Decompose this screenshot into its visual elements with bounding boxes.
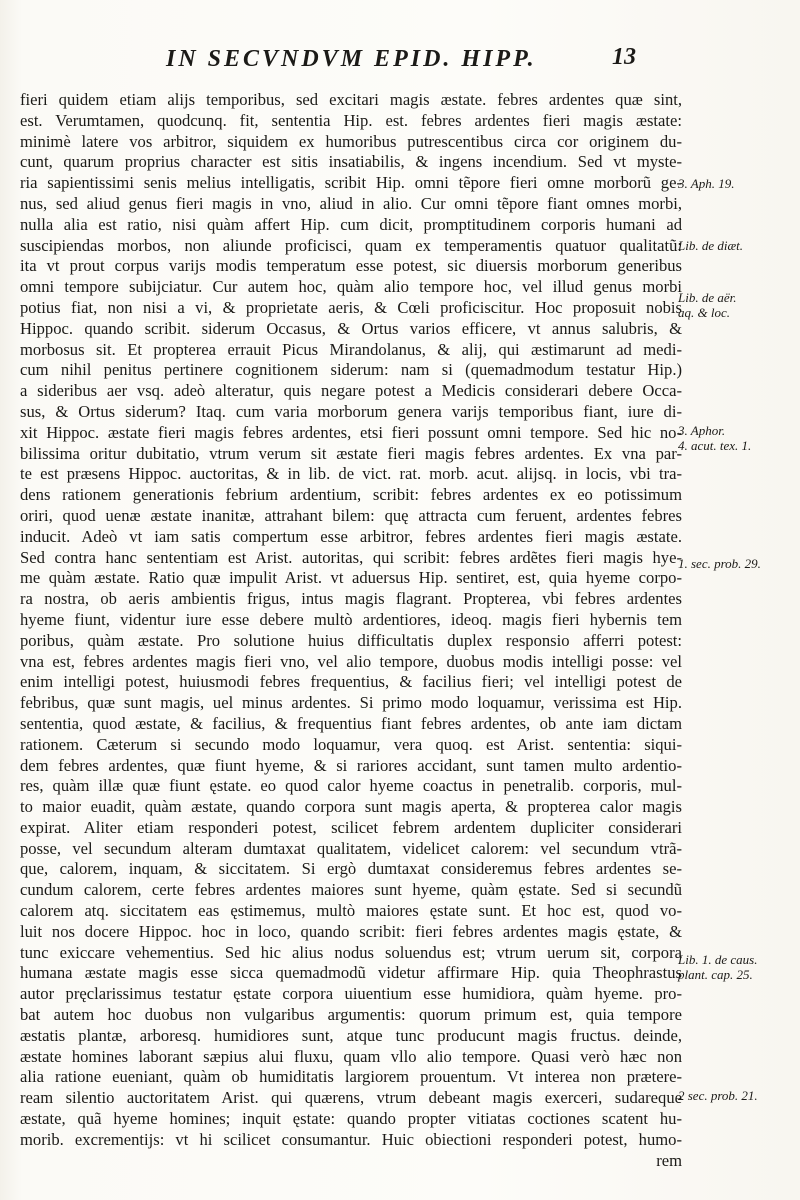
- text-line: dens rationem generationis febrium ardentium, scribit: febres ardentes ex eo potissimum: [20, 485, 682, 505]
- margin-note-text: 3. Aphor.: [678, 423, 726, 438]
- text-line: enim intelligi potest, huiusmodi febres frequentius, & facilius fieri; vel intelligi potest de: [20, 672, 682, 692]
- text-line: suscipiendas morbos, non aliunde proficisci, quam ex temperamentis quatuor qualitatũ:: [20, 235, 682, 255]
- margin-note-text: plant. cap. 25.: [678, 967, 753, 982]
- text-line: cunt, quarum proprius character est sitis insatiabilis, & ingens incendium. Sed vt myste-: [20, 152, 682, 172]
- text-line: a sideribus aer vsq. adeò alteratur, quis negare potest a Medicis considerari debere Occa-: [20, 381, 682, 401]
- text-line: æstate homines laborant sæpius alui fluxu, quam vllo alio tempore. Quasi verò hæc non: [20, 1046, 682, 1066]
- margin-note: [678, 238, 743, 253]
- text-line: oriri, quod uenæ æstate inanitæ, attrahant bilem: quę attracta cum feruent, ardentes febres: [20, 505, 682, 525]
- text-line: hyeme fiunt, videntur iure esse debere multò ardentiores, ideoq. magis fieri hybernis tem: [20, 609, 682, 629]
- margin-note-text: Lib. de aër.: [678, 290, 737, 305]
- text-line: cum nihil penitus pertinere cognitionem siderum: nam si (quemadmodum testatur Hip.): [20, 360, 682, 380]
- text-line: alia ratione eueniant, quàm ob humiditatis largiorem prouentum. Vt interea non prætere-: [20, 1067, 682, 1087]
- text-line: poribus, quàm æstate. Pro solutione huius difficultatis duplex responsio afferri potest:: [20, 630, 682, 650]
- catchword: rem: [656, 1150, 682, 1170]
- text-line: sententia, quod æstate, & facilius, & frequentius fiant febres ardentes, ob ante iam dictam: [20, 713, 682, 733]
- text-line: calorem atq. siccitatem eas ęstimemus, multò maiores ęstate sunt. Et hoc est, quod vo-: [20, 901, 682, 921]
- text-line: minimè latere vos arbitror, siquidem ex humoribus putrescentibus circa cor originem du-: [20, 131, 682, 151]
- text-line: fieri quidem etiam alijs temporibus, sed excitari magis æstate. febres ardentes quæ sint,: [20, 90, 682, 109]
- text-line: inducit. Adeò vt iam satis compertum esse arbitror, febres ardentes fieri magis æstate.: [20, 526, 682, 546]
- text-line: expirat. Aliter etiam responderi potest, scilicet febrem ardentem dupliciter considerari: [20, 817, 682, 837]
- margin-note: [678, 556, 761, 571]
- text-line: bilissima oritur dubitatio, vtrum verum sit æstate fieri magis febres ardentes. Ex vna par-: [20, 443, 682, 463]
- margin-notes: [678, 0, 798, 1200]
- body-text: [20, 90, 682, 1171]
- margin-note-text: 4. acut. tex. 1.: [678, 438, 752, 453]
- text-line: Hippoc. quando scribit. siderum Occasus, & Ortus varios efficere, vt annus salubris, &: [20, 318, 682, 338]
- margin-note: [678, 952, 757, 982]
- text-line: res, quàm illæ quæ fiunt ęstate. eo quod calor hyeme coactus in penetralib. corporis, mul-: [20, 776, 682, 796]
- text-line: to maior euadit, quàm æstate, quando corpora sunt magis aperta, & propterea calor magis: [20, 797, 682, 817]
- text-line: febribus, quæ sunt magis, uel minus ardentes. Si primo modo loquamur, verissima est Hip.: [20, 693, 682, 713]
- margin-note: [678, 290, 737, 320]
- text-line: morib. excrementijs: vt hi scilicet consumantur. Huic obiectioni responderi potest, humo-: [20, 1129, 682, 1149]
- text-line: xit Hippoc. æstate fieri magis febres ardentes, etsi fieri possunt omni tempore. Sed hic no-: [20, 422, 682, 442]
- text-line: nulla alia est ratio, nisi quàm affert Hip. cum dicit, promptitudinem corporis humani ad: [20, 214, 682, 234]
- margin-note-text: 2 sec. prob. 21.: [678, 1088, 758, 1103]
- margin-note: [678, 1088, 758, 1103]
- text-line: Sed contra hanc sententiam est Arist. autoritas, qui scribit: febres ardẽtes fieri magis hye-: [20, 547, 682, 567]
- text-line: luit nos docere Hippoc. hoc in loco, quando scribit: fieri febres ardentes magis ęstate, &: [20, 921, 682, 941]
- text-line: humana æstate magis esse sicca quemadmodũ videtur affirmare Hip. quia Theophrastus: [20, 963, 682, 983]
- text-line: potius fiat, non nisi a vi, & proprietate aeris, & Cœli proficiscitur. Hoc proposuit nobis: [20, 297, 682, 317]
- text-line: morbosus sit. Et propterea errauit Picus Mirandolanus, & alij, qui æstimarunt ad medi-: [20, 339, 682, 359]
- margin-note-text: Lib. de diæt.: [678, 238, 744, 253]
- text-line: me quàm æstate. Ratio quæ impulit Arist. vt aduersus Hip. sentiret, est, quia hyeme corpo-: [20, 568, 682, 588]
- page-number: 13: [612, 44, 636, 70]
- text-line: est. Verumtamen, quodcunq. fit, sententia Hip. est. febres ardentes fieri magis æstate:: [20, 110, 682, 130]
- text-line: rationem. Cæterum si secundo modo loquamur, vera quoq. est Arist. sententia: siqui-: [20, 734, 682, 754]
- margin-note-text: aq. & loc.: [678, 305, 730, 320]
- text-line: ream silentio auctoritatem Arist. qui quærens, vtrum debeant magis exerceri, sudareque: [20, 1088, 682, 1108]
- margin-note: [678, 176, 734, 191]
- text-line: nus, sed aliud genus fieri magis in vno, aliud in alio. Cur omni tẽpore fiant omnes morbi,: [20, 193, 682, 213]
- margin-note: [678, 423, 751, 453]
- text-line: ria sapientissimi senis melius intelligatis, scribit Hip. omni tẽpore fieri omne morborũ ge-: [20, 173, 682, 193]
- text-line: tunc exiccare vehementius. Sed hic alius nodus soluendus est; vtrum uerum sit, corpora: [20, 942, 682, 962]
- text-line: vna est, febres ardentes magis fieri vno, vel alio tempore, duobus modis intelligi posse: vel: [20, 651, 682, 671]
- text-line: æstatis plantæ, arboresq. humidiores sunt, atque tunc producunt magis fructus. deinde,: [20, 1025, 682, 1045]
- text-line: cundum calorem, certe febres ardentes maiores sunt hyeme, quàm ęstate. Sed si secundũ: [20, 880, 682, 900]
- text-line: dem febres ardentes, quæ fiunt hyeme, & si rariores accidant, sunt tamen multo ardentio-: [20, 755, 682, 775]
- text-line: posse, vel secundum alteram dumtaxat qualitatem, videlicet calorem: vel secundum vtrã-: [20, 838, 682, 858]
- margin-note-text: 1. sec. prob. 29.: [678, 556, 761, 571]
- text-line: æstate, quã hyeme homines; inquit ęstate: quando propter vitiatas coctiones scatent hu-: [20, 1109, 682, 1129]
- margin-note-text: Lib. 1. de caus.: [678, 952, 758, 967]
- text-line: omni tempore subijciatur. Cur autem hoc, quàm alio tempore hoc, vel illud genus morbi: [20, 277, 682, 297]
- text-line: sus, & Ortus siderum? Itaq. cum varia morborum genera varijs temporibus fiant, iure di-: [20, 401, 682, 421]
- text-line: autor pręclarissimus testatur ęstate corpora uiuentium esse humidiora, quàm hyeme. pro-: [20, 984, 682, 1004]
- text-line: bat autem hoc duobus non vulgaribus argumentis: quorum primum est, quia tempore: [20, 1005, 682, 1025]
- text-line: te est præsens Hippoc. auctoritas, & in lib. de vict. rat. morb. acut. alijsq. in locis, vbi tra-: [20, 464, 682, 484]
- margin-note-text: 3. Aph. 19.: [678, 176, 735, 191]
- text-line: ita vt prout corpus varijs modis temperatum esse potest, sic diuersis morborum generibus: [20, 256, 682, 276]
- running-head: IN SECVNDVM EPID. HIPP.: [166, 46, 537, 72]
- text-line: ra nostra, ob aeris ambientis frigus, intus magis flagrant. Propterea, vbi febres ardentes: [20, 589, 682, 609]
- text-line: que, calorem, inquam, & siccitatem. Si ergò dumtaxat consideremus febres ardentes se-: [20, 859, 682, 879]
